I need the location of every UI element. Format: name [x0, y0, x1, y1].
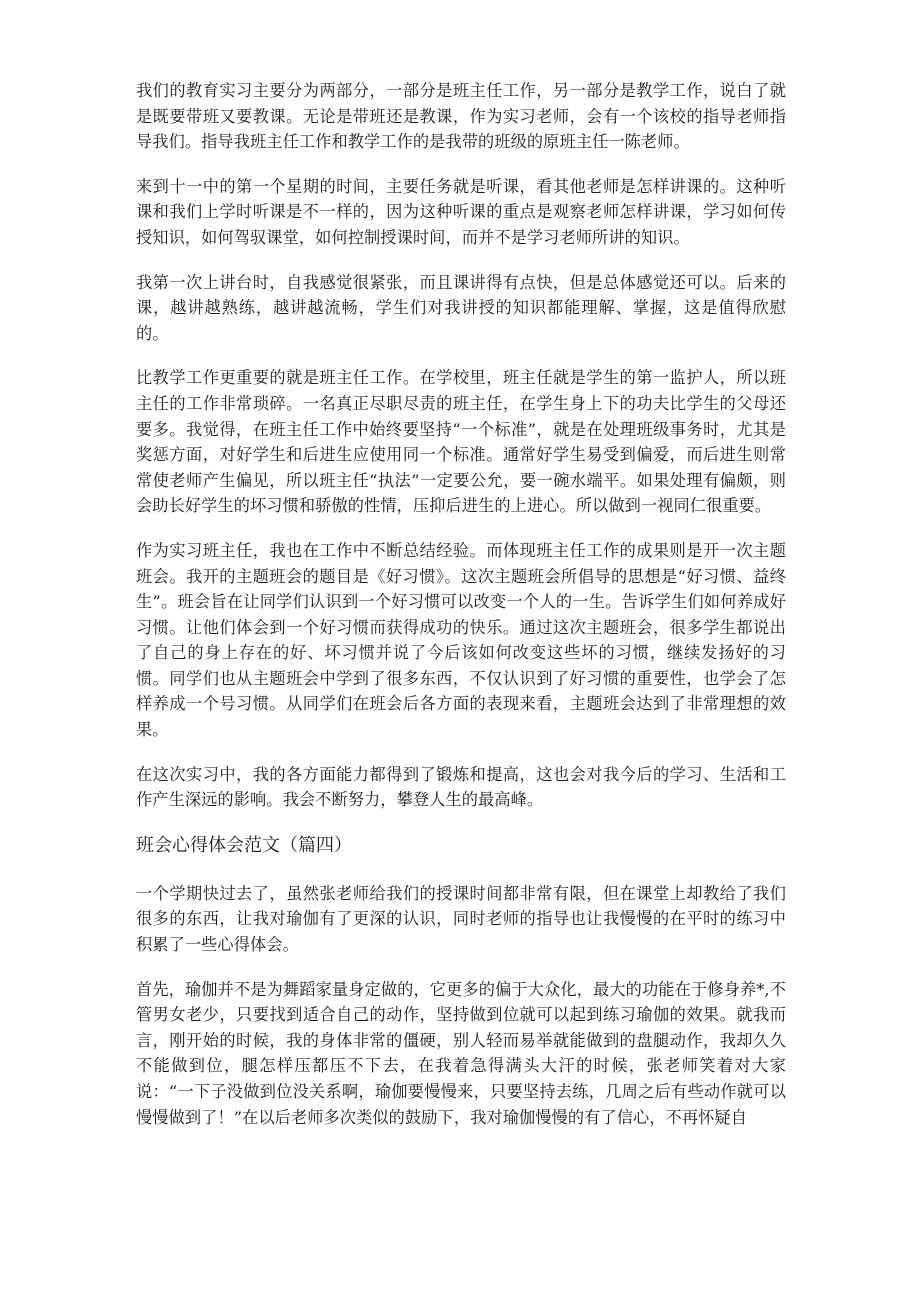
- paragraph-theme-class-meeting: 作为实习班主任，我也在工作中不断总结经验。而体现班主任工作的成果则是开一次主题班会。我开的主题班会的题目是《好习惯》。这次主题班会所倡导的思想是“好习惯、益终生”。班会旨在让同学们认识到一个好习惯可以改变一个人的一生。告诉学生们如何养成好习惯。让他们体会到一个好习惯而获得成功的快乐。通过这次主题班会，很多学生都说出了自己的身上存在的好、坏习惯并说了今后该如何改变这些坏的习惯，继续发扬好的习惯。同学们也从主题班会中学到了很多东西，不仅认识到了好习惯的重要性，也学会了怎样养成一个号习惯。从同学们在班会后各方面的表现来看，主题班会达到了非常理想的效果。: [136, 540, 786, 740]
- paragraph-observing-lessons: 来到十一中的第一个星期的时间，主要任务就是听课，看其他老师是怎样讲课的。这种听课和我们上学时听课是不一样的，因为这种听课的重点是观察老师怎样讲课，学习如何传授知识，如何驾驭课堂，如何控制授课时间，而并不是学习老师所讲的知识。: [136, 176, 786, 247]
- paragraph-teaching-internship-overview: 我们的教育实习主要分为两部分，一部分是班主任工作，另一部分是教学工作，说白了就是既要带班又要教课。无论是带班还是教课，作为实习老师，会有一个该校的指导老师指导我们。指导我班主任工作和教学工作的是我带的班级的原班主任一陈老师。: [136, 81, 786, 152]
- paragraph-yoga-semester: 一个学期快过去了，虽然张老师给我们的授课时间都非常有限，但在课堂上却教给了我们很多的东西，让我对瑜伽有了更深的认识，同时老师的指导也让我慢慢的在平时的练习中积累了一些心得体会。: [136, 883, 786, 955]
- paragraph-internship-conclusion: 在这次实习中，我的各方面能力都得到了锻炼和提高，这也会对我今后的学习、生活和工作产生深远的影响。我会不断努力，攀登人生的最高峰。: [136, 764, 786, 810]
- paragraph-first-lecture: 我第一次上讲台时，自我感觉很紧张，而且课讲得有点快，但是总体感觉还可以。后来的课，越讲越熟练，越讲越流畅，学生们对我讲授的知识都能理解、掌握，这是值得欣慰的。: [136, 272, 786, 343]
- paragraph-class-teacher-work: 比教学工作更重要的就是班主任工作。在学校里，班主任就是学生的第一监护人，所以班主任的工作非常琐碎。一名真正尽职尽责的班主任，在学生身上下的功夫比学生的父母还要多。我觉得，在班主任工作中始终要坚持“一个标准”，就是在处理班级事务时，尤其是奖惩方面，对好学生和后进生应使用同一个标准。通常好学生易受到偏爱，而后进生则常常使老师产生偏见，所以班主任“执法”一定要公允，要一碗水端平。如果处理有偏颇，则会助长好学生的坏习惯和骄傲的性情，压抑后进生的上进心。所以做到一视同仁很重要。: [136, 368, 786, 516]
- document-body: [136, 78, 786, 1130]
- section-heading: 班会心得体会范文（篇四）: [136, 834, 352, 856]
- paragraph-yoga-first-point: 首先，瑜伽并不是为舞蹈家量身定做的，它更多的偏于大众化，最大的功能在于修身养*,不管男女老少，只要找到适合自己的动作，坚持做到位就可以起到练习瑜伽的效果。就我而言，刚开始的时候，我的身体非常的僵硬，别人轻而易举就能做到的盘腿动作，我却久久不能做到位，腿怎样压都压不下去，在我着急得满头大汗的时候，张老师笑着对大家说：“一下子没做到位没关系啊，瑜伽要慢慢来，只要坚持去练，几周之后有些动作就可以慢慢做到了！”在以后老师多次类似的鼓励下，我对瑜伽慢慢的有了信心，不再怀疑自: [136, 979, 786, 1127]
